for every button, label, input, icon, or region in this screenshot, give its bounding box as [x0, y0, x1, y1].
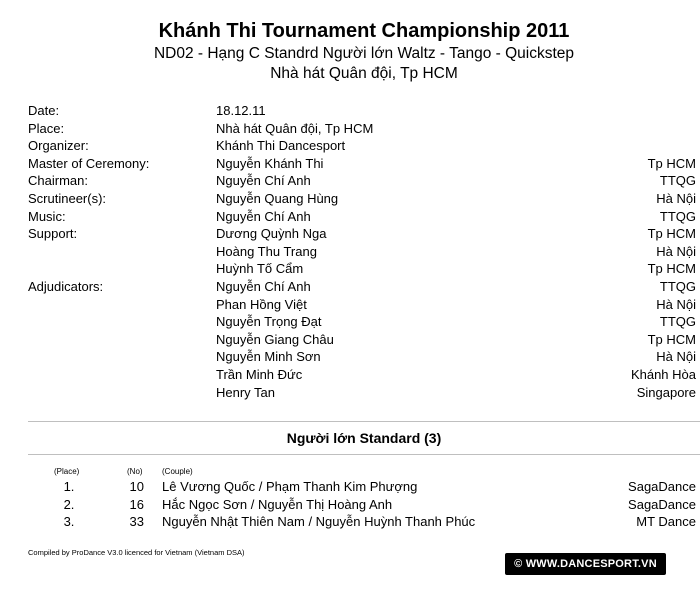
- info-value: Henry Tan: [216, 384, 276, 400]
- result-couple: Hắc Ngọc Sơn / Nguyễn Thị Hoàng Anh: [162, 496, 393, 512]
- result-row: [0, 496, 700, 514]
- info-city: Hà Nội: [656, 349, 696, 365]
- info-row: [28, 137, 696, 155]
- result-number: 16: [129, 496, 144, 512]
- watermark-badge: © WWW.DANCESPORT.VN: [505, 553, 666, 575]
- info-city: Tp HCM: [647, 155, 696, 171]
- info-row: [28, 243, 696, 261]
- document-header: [0, 18, 700, 84]
- result-row: [0, 513, 700, 531]
- info-label: Organizer:: [28, 138, 89, 154]
- info-city: Hà Nội: [656, 190, 696, 206]
- column-header-no: (No): [127, 467, 143, 476]
- info-label: Scrutineer(s):: [28, 190, 107, 206]
- info-row: [28, 296, 696, 314]
- column-header-place: (Place): [54, 467, 80, 476]
- info-value: Nguyễn Quang Hùng: [216, 190, 339, 206]
- event-subtitle: ND02 - Hạng C Standrd Người lớn Waltz - Tango - Quickstep: [153, 45, 575, 62]
- info-city: Tp HCM: [647, 261, 696, 277]
- result-couple: Lê Vương Quốc / Phạm Thanh Kim Phượng: [162, 479, 418, 494]
- info-city: TTQG: [659, 314, 696, 330]
- info-value: Nguyễn Khánh Thi: [216, 155, 324, 171]
- info-city: Hà Nội: [656, 243, 696, 259]
- result-club: SagaDance: [628, 479, 696, 494]
- info-row: [28, 331, 696, 349]
- info-row: [28, 102, 696, 120]
- info-value: Hoàng Thu Trang: [216, 243, 317, 259]
- info-row: [28, 260, 696, 278]
- info-city: Singapore: [636, 384, 696, 400]
- info-row: [28, 225, 696, 243]
- info-city: TTQG: [659, 208, 696, 224]
- info-value: Nguyễn Chí Anh: [216, 173, 311, 189]
- info-label: Place:: [28, 120, 65, 136]
- info-city: Hà Nội: [656, 296, 696, 312]
- info-value: Nguyễn Giang Châu: [216, 331, 334, 347]
- info-city: Tp HCM: [647, 331, 696, 347]
- result-number: 33: [129, 514, 144, 529]
- info-row: [28, 208, 696, 226]
- info-row: [28, 313, 696, 331]
- info-label: Music:: [28, 208, 66, 224]
- info-label: Support:: [28, 226, 78, 242]
- info-label: Adjudicators:: [28, 278, 104, 294]
- info-value: Nguyễn Minh Sơn: [216, 349, 321, 365]
- info-value: Phan Hồng Việt: [216, 296, 307, 312]
- result-number: 10: [129, 479, 144, 494]
- column-header-couple: (Couple): [162, 467, 193, 476]
- info-row: [28, 366, 696, 384]
- info-value: Nguyễn Chí Anh: [216, 208, 311, 224]
- info-city: TTQG: [659, 173, 696, 189]
- info-city: TTQG: [659, 278, 696, 294]
- page-title: Khánh Thi Tournament Championship 2011: [158, 20, 570, 42]
- divider: [28, 454, 700, 455]
- event-venue: Nhà hát Quân đội, Tp HCM: [270, 65, 458, 82]
- info-label: Master of Ceremony:: [28, 155, 150, 171]
- info-row: [28, 384, 696, 402]
- info-row: [28, 278, 696, 296]
- info-value: Huỳnh Tố Cẩm: [216, 261, 304, 277]
- info-value: 18.12.11: [216, 103, 266, 118]
- info-value: Khánh Thi Dancesport: [216, 138, 346, 154]
- result-place: 1.: [63, 479, 75, 494]
- info-value: Nguyễn Trọng Đạt: [216, 314, 322, 330]
- info-value: Dương Quỳnh Nga: [216, 226, 327, 242]
- result-club: SagaDance: [628, 496, 696, 512]
- compiled-by-note: Compiled by ProDance V3.0 licenced for Vietnam (Vietnam DSA): [28, 548, 245, 557]
- result-couple: Nguyễn Nhật Thiên Nam / Nguyễn Huỳnh Thanh Phúc: [162, 514, 476, 529]
- divider: [28, 421, 700, 422]
- info-row: [28, 190, 696, 208]
- info-row: [28, 120, 696, 138]
- info-city: Tp HCM: [647, 226, 696, 242]
- info-city: Khánh Hòa: [630, 366, 696, 382]
- info-value: Nhà hát Quân đội, Tp HCM: [216, 120, 374, 136]
- info-row: [28, 155, 696, 173]
- info-row: [28, 348, 696, 366]
- event-info-table: [28, 102, 696, 401]
- info-row: [28, 172, 696, 190]
- info-value: Nguyễn Chí Anh: [216, 278, 311, 294]
- section-title: Người lớn Standard (3): [286, 430, 442, 446]
- info-label: Date:: [28, 103, 60, 118]
- result-place: 2.: [63, 496, 75, 512]
- result-row: [0, 478, 700, 496]
- info-value: Trần Minh Đức: [216, 366, 303, 382]
- info-label: Chairman:: [28, 173, 88, 189]
- result-club: MT Dance: [636, 514, 696, 529]
- result-place: 3.: [63, 514, 75, 529]
